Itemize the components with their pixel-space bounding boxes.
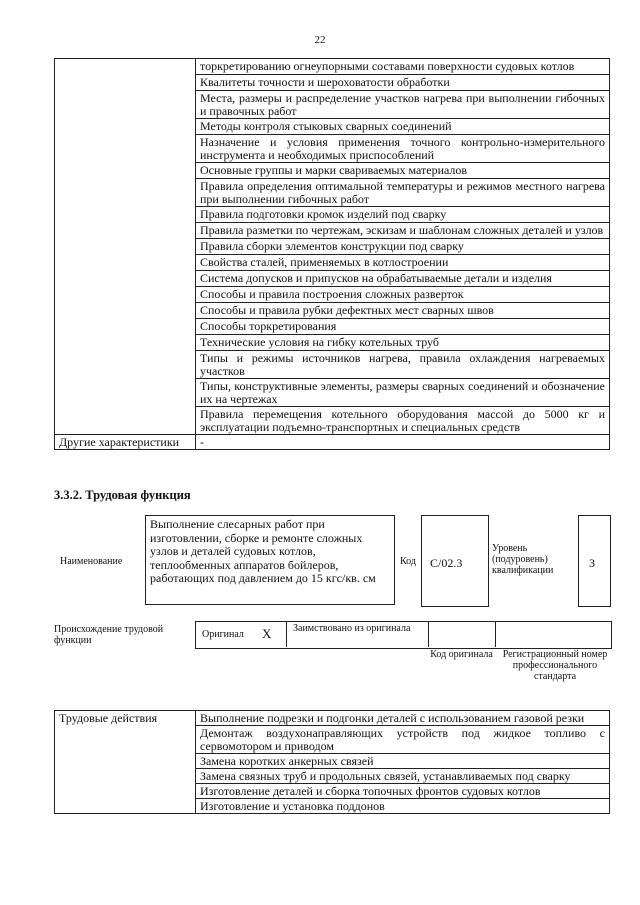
knowledge-item: Способы торкретирования bbox=[196, 319, 610, 335]
knowledge-item: Свойства сталей, применяемых в котлостроении bbox=[196, 255, 610, 271]
code-original-label: Код оригинала bbox=[430, 649, 493, 660]
action-item: Изготовление деталей и сборка топочных фронтов судовых котлов bbox=[196, 784, 610, 799]
name-label: Наименование bbox=[60, 556, 123, 567]
knowledge-item: Правила определения оптимальной температуры и режимов местного нагрева при выполнении гибочных работ bbox=[196, 179, 610, 207]
section-title: 3.3.2. Трудовая функция bbox=[54, 488, 191, 502]
knowledge-item: Способы и правила построения сложных разверток bbox=[196, 287, 610, 303]
knowledge-item: Типы и режимы источников нагрева, правила охлаждения нагреваемых участков bbox=[196, 351, 610, 379]
knowledge-item: Методы контроля стыковых сварных соединений bbox=[196, 119, 610, 135]
origin-divider bbox=[495, 621, 496, 647]
reg-number-label: Регистрационный номер профессионального стандарта bbox=[502, 649, 608, 682]
table-row bbox=[55, 435, 610, 450]
original-mark: X bbox=[262, 626, 272, 641]
table-row bbox=[55, 711, 610, 726]
knowledge-table bbox=[54, 58, 610, 450]
action-item: Замена коротких анкерных связей bbox=[196, 754, 610, 769]
page-number: 22 bbox=[314, 34, 326, 46]
function-name: Выполнение слесарных работ при изготовлении, сборке и ремонте сложных узлов и деталей судовых котлов, теплообменных аппаратов бойлеров, работающих под давлением до 15 кгс/кв. см bbox=[145, 515, 395, 605]
original-label: Оригинал bbox=[202, 629, 244, 640]
borrowed-label: Заимствовано из оригинала bbox=[293, 623, 411, 634]
knowledge-item: Система допусков и припусков на обрабатываемые детали и изделия bbox=[196, 271, 610, 287]
level-value: 3 bbox=[589, 556, 595, 570]
knowledge-item: Технические условия на гибку котельных труб bbox=[196, 335, 610, 351]
action-item: Выполнение подрезки и подгонки деталей с использованием газовой резки bbox=[196, 711, 610, 726]
knowledge-item: Способы и правила рубки дефектных мест сварных швов bbox=[196, 303, 610, 319]
action-item: Замена связных труб и продольных связей, устанавливаемых под сварку bbox=[196, 769, 610, 784]
knowledge-item: Основные группы и марки свариваемых материалов bbox=[196, 163, 610, 179]
knowledge-item: Правила подготовки кромок изделий под сварку bbox=[196, 207, 610, 223]
knowledge-item: Квалитеты точности и шероховатости обработки bbox=[196, 75, 610, 91]
action-item: Демонтаж воздухонаправляющих устройств под жидкое топливо с сервомотором и приводом bbox=[196, 726, 610, 754]
knowledge-item: Правила разметки по чертежам, эскизам и шаблонам сложных деталей и узлов bbox=[196, 223, 610, 239]
origin-divider bbox=[428, 621, 429, 647]
level-label: Уровень (подуровень) квалификации bbox=[492, 543, 554, 576]
other-value: - bbox=[196, 435, 610, 450]
action-item: Изготовление и установка поддонов bbox=[196, 799, 610, 814]
knowledge-item: торкретированию огнеупорными составами поверхности судовых котлов bbox=[196, 59, 610, 75]
other-label: Другие характеристики bbox=[55, 435, 196, 450]
empty-label-cell bbox=[55, 59, 196, 435]
table-row bbox=[55, 59, 610, 75]
knowledge-item: Правила перемещения котельного оборудования массой до 5000 кг и эксплуатации подъемно-транспортных и специальных средств bbox=[196, 407, 610, 435]
knowledge-item: Правила сборки элементов конструкции под сварку bbox=[196, 239, 610, 255]
actions-label: Трудовые действия bbox=[55, 711, 196, 814]
knowledge-item: Типы, конструктивные элементы, размеры сварных соединений и обозначение их на чертежах bbox=[196, 379, 610, 407]
origin-label: Происхождение трудовой функции bbox=[54, 624, 164, 646]
actions-table bbox=[54, 710, 610, 814]
code-value: C/02.3 bbox=[430, 556, 463, 570]
knowledge-item: Назначение и условия применения точного контрольно-измерительного инструмента и необходимых приспособлений bbox=[196, 135, 610, 163]
knowledge-item: Места, размеры и распределение участков нагрева при выполнении гибочных и правочных работ bbox=[196, 91, 610, 119]
code-label: Код bbox=[400, 556, 416, 567]
origin-divider bbox=[286, 621, 287, 647]
